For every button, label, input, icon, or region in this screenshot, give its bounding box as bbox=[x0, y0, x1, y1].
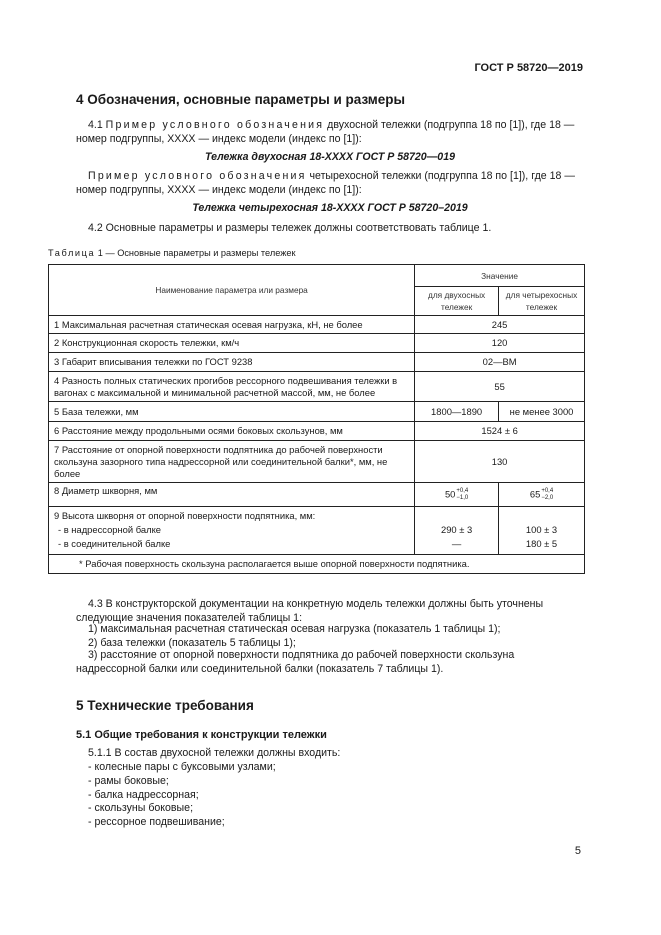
row1-name: 1 Максимальная расчетная статическая осевая нагрузка, кН, не более bbox=[49, 316, 415, 334]
header-value: Значение bbox=[415, 265, 585, 287]
paragraph-example-four-axle bbox=[76, 169, 584, 197]
table-row bbox=[49, 353, 585, 372]
row5-name: 5 База тележки, мм bbox=[49, 402, 415, 422]
p41-rest: двухосной тележки (подгруппа 18 по [1]), где 18 — номер подгруппы, ХХХХ — индекс модели (индекс по [1]): bbox=[76, 119, 575, 145]
row8-two-tolerance bbox=[456, 488, 468, 502]
row9-sub2-two: — bbox=[451, 538, 462, 549]
row8-two-low: −1,0 bbox=[456, 494, 469, 501]
header-two-axle: для двухосных тележек bbox=[415, 287, 499, 316]
list-item: - рамы боковые; bbox=[88, 775, 169, 787]
row3-name: 3 Габарит вписывания тележки по ГОСТ 9238 bbox=[49, 353, 415, 372]
list-item: - рессорное подвешивание; bbox=[88, 816, 225, 828]
row7-name: 7 Расстояние от опорной поверхности подпятника до рабочей поверхности скользуна зазорного типа надрессорной или соединительной балки*, мм, не более bbox=[49, 441, 415, 483]
table-row bbox=[49, 334, 585, 353]
row9-four-cell bbox=[499, 507, 585, 555]
row4-value: 55 bbox=[415, 372, 585, 402]
row9-sub2-four: 180 ± 5 bbox=[525, 538, 558, 549]
paragraph-4-2: 4.2 Основные параметры и размеры тележек должны соответствовать таблице 1. bbox=[88, 222, 492, 234]
row8-four-tolerance bbox=[541, 488, 553, 502]
example-two-axle: Тележка двухосная 18-ХХХХ ГОСТ Р 58720—019 bbox=[205, 151, 455, 163]
table-row bbox=[49, 422, 585, 441]
row2-value: 120 bbox=[415, 334, 585, 353]
paragraph-4-1 bbox=[76, 118, 584, 146]
row9-sub2: - в соединительной балке bbox=[58, 538, 171, 549]
row9-two-cell bbox=[415, 507, 499, 555]
row6-value: 1524 ± 6 bbox=[415, 422, 585, 441]
section-5-title: 5 Технические требования bbox=[76, 698, 254, 713]
parameters-table bbox=[48, 264, 585, 574]
list-item: - колесные пары с буксовыми узлами; bbox=[88, 761, 276, 773]
row9-sub1: - в надрессорной балке bbox=[58, 524, 162, 535]
row4-name: 4 Разность полных статических прогибов рессорного подвешивания тележки в вагонах с максимальной и минимальной расчетной массой, мм, не более bbox=[49, 372, 415, 402]
table-footnote: * Рабочая поверхность скользуна располагается выше опорной поверхности подпятника. bbox=[49, 555, 585, 574]
table-row bbox=[49, 507, 585, 555]
row9-name-cell bbox=[49, 507, 415, 555]
row8-two-base: 50 bbox=[444, 487, 456, 499]
table-row bbox=[49, 316, 585, 334]
table-row bbox=[49, 441, 585, 483]
item-3: 3) расстояние от опорной поверхности подпятника до рабочей поверхности скользуна надрессорной балки или соединительной балки (показатель 7 таблицы 1). bbox=[76, 649, 515, 675]
item-2: 2) база тележки (показатель 5 таблицы 1); bbox=[88, 637, 296, 649]
list-item: - балка надрессорная; bbox=[88, 789, 199, 801]
example-four-axle: Тележка четырехосная 18-ХХХХ ГОСТ Р 58720–2019 bbox=[192, 202, 468, 214]
paragraph-4-3: 4.3 В конструкторской документации на конкретную модель тележки должны быть уточнены следующие значения показателей таблицы 1: bbox=[76, 598, 544, 624]
row8-four bbox=[499, 483, 585, 507]
row8-name: 8 Диаметр шкворня, мм bbox=[49, 483, 415, 507]
row9-name: 9 Высота шкворня от опорной поверхности подпятника, мм: bbox=[54, 510, 316, 521]
row8-four-up: +0,4 bbox=[541, 487, 554, 494]
table-row bbox=[49, 372, 585, 402]
row1-value: 245 bbox=[415, 316, 585, 334]
item-1: 1) максимальная расчетная статическая осевая нагрузка (показатель 1 таблицы 1); bbox=[88, 623, 501, 635]
row2-name: 2 Конструкционная скорость тележки, км/ч bbox=[49, 334, 415, 353]
row3-value: 02—ВМ bbox=[415, 353, 585, 372]
table-footnote-row bbox=[49, 555, 585, 574]
p41-lead: 4.1 bbox=[88, 119, 106, 131]
row6-name: 6 Расстояние между продольными осями боковых скользунов, мм bbox=[49, 422, 415, 441]
p2-rest: четырехосной тележки (подгруппа 18 по [1]), где 18 — номер подгруппы, ХХХХ — индекс модели (индекс по [1]): bbox=[76, 170, 575, 196]
row8-two-up: +0,4 bbox=[456, 487, 469, 494]
page-number: 5 bbox=[574, 845, 581, 857]
table-row bbox=[49, 402, 585, 422]
list-item: - скользуны боковые; bbox=[88, 802, 194, 814]
p41-spaced: Пример условного обозначения bbox=[105, 119, 325, 131]
header-param: Наименование параметра или размера bbox=[49, 265, 415, 316]
standard-code: ГОСТ Р 58720—2019 bbox=[474, 62, 583, 74]
header-four-axle: для четырехосных тележек bbox=[499, 287, 585, 316]
row9-sub1-four: 100 ± 3 bbox=[525, 524, 558, 535]
row7-value: 130 bbox=[415, 441, 585, 483]
p2-spaced: Пример условного обозначения bbox=[88, 170, 307, 182]
table-caption-word: Таблица bbox=[48, 248, 96, 258]
row5-two: 1800—1890 bbox=[415, 402, 499, 422]
row5-four: не менее 3000 bbox=[499, 402, 585, 422]
row9-sub1-two: 290 ± 3 bbox=[440, 524, 473, 535]
paragraph-5-1-1: 5.1.1 В состав двухосной тележки должны входить: bbox=[88, 747, 341, 759]
subsection-5-1-title: 5.1 Общие требования к конструкции тележки bbox=[76, 729, 327, 741]
table-caption bbox=[48, 248, 296, 258]
table-caption-rest: 1 — Основные параметры и размеры тележек bbox=[95, 248, 296, 258]
row8-four-low: −2,0 bbox=[541, 494, 554, 501]
section-4-title: 4 Обозначения, основные параметры и размеры bbox=[76, 92, 406, 107]
row8-four-base: 65 bbox=[529, 487, 541, 499]
table-row bbox=[49, 483, 585, 507]
row8-two bbox=[415, 483, 499, 507]
